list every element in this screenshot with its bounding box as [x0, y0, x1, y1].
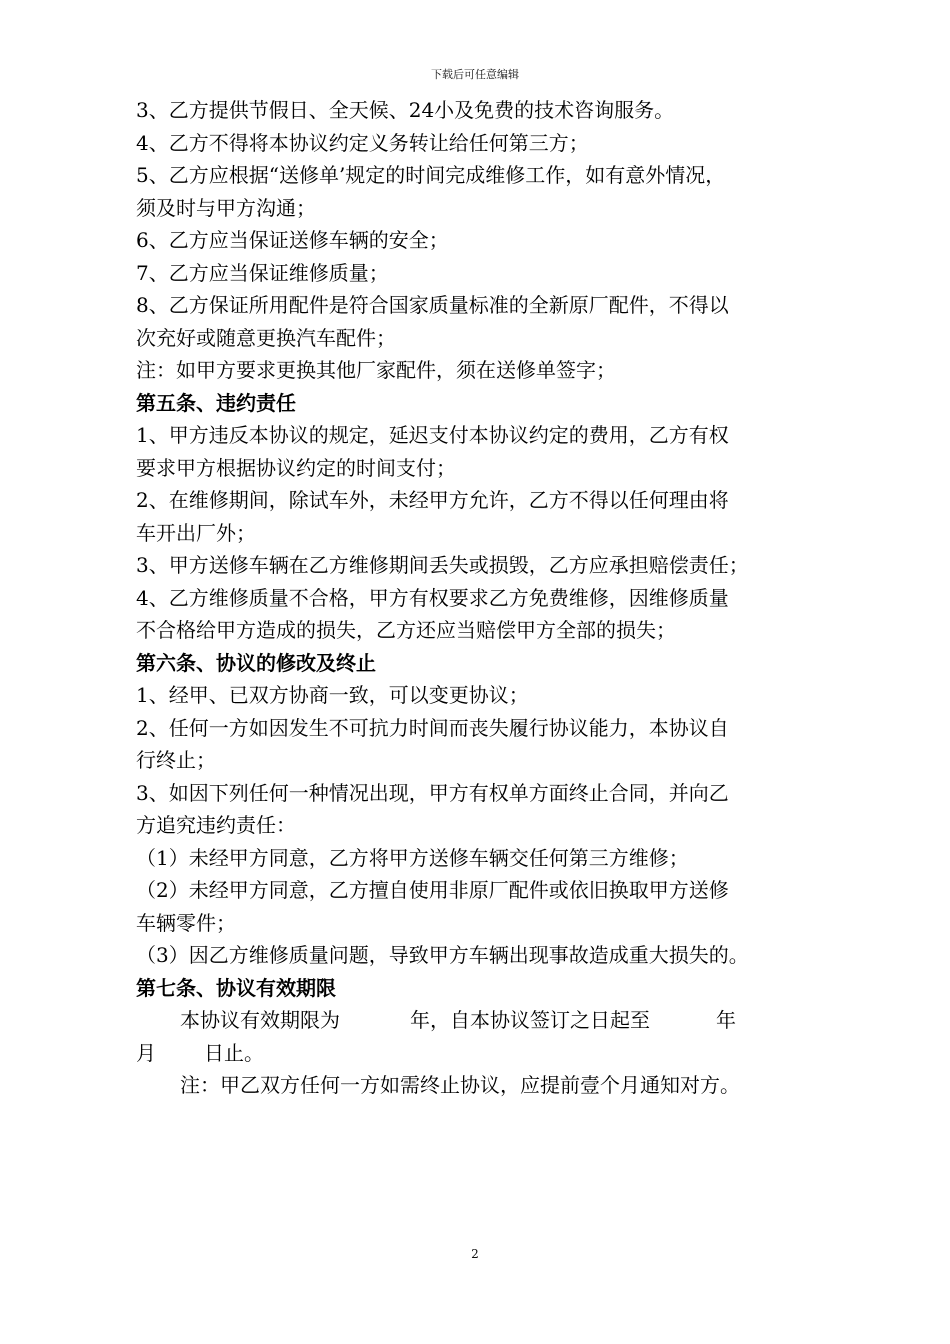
note-line: 注：甲乙双方任何一方如需终止协议，应提前壹个月通知对方。 — [180, 1073, 740, 1097]
paragraph-line: 须及时与甲方沟通； — [136, 195, 316, 220]
paragraph-line: 8、乙方保证所用配件是符合国家质量标准的全新原厂配件，不得以 — [136, 293, 729, 317]
term-line — [136, 1004, 826, 1037]
paragraph-line: 4、乙方维修质量不合格，甲方有权要求乙方免费维修，因维修质量 — [136, 585, 729, 610]
paragraph-line: （3）因乙方维修质量问题，导致甲方车辆出现事故造成重大损失的。 — [136, 943, 749, 967]
term-text-month: 月 — [136, 1040, 156, 1065]
paragraph-line: 次充好或随意更换汽车配件； — [136, 325, 396, 350]
page-header: 下载后可任意编辑 — [431, 68, 519, 81]
document-body — [136, 94, 826, 1102]
term-text-3: 年 — [716, 1008, 736, 1032]
paragraph-line: 1、甲方违反本协议的规定，延迟支付本协议约定的费用，乙方有权 — [136, 423, 729, 447]
paragraph-line: 6、乙方应当保证送修车辆的安全； — [136, 228, 449, 252]
paragraph-line: 车辆零件； — [136, 910, 236, 935]
term-text-2: 年，自本协议签订之日起至 — [410, 1008, 650, 1032]
paragraph-line: 要求甲方根据协议约定的时间支付； — [136, 455, 456, 480]
section-heading: 第五条、违约责任 — [136, 390, 296, 415]
paragraph-line: （1）未经甲方同意，乙方将甲方送修车辆交任何第三方维修； — [136, 845, 689, 870]
paragraph-line: 2、任何一方如因发生不可抗力时间而丧失履行协议能力，本协议自 — [136, 715, 729, 740]
paragraph-line: 行终止； — [136, 748, 216, 772]
paragraph-line: （2）未经甲方同意，乙方擅自使用非原厂配件或依旧换取甲方送修 — [136, 878, 729, 902]
paragraph-lines — [136, 94, 826, 1004]
paragraph-line: 3、甲方送修车辆在乙方维修期间丢失或损毁，乙方应承担赔偿责任； — [136, 553, 749, 577]
paragraph-line: 3、如因下列任何一种情况出现，甲方有权单方面终止合同，并向乙 — [136, 780, 729, 805]
page-number: 2 — [471, 1247, 479, 1261]
paragraph-line: 5、乙方应根据“送修单’规定的时间完成维修工作，如有意外情况， — [136, 163, 726, 187]
paragraph-line: 2、在维修期间，除试车外，未经甲方允许，乙方不得以任何理由将 — [136, 488, 729, 512]
paragraph-line: 不合格给甲方造成的损失，乙方还应当赔偿甲方全部的损失； — [136, 618, 676, 642]
paragraph-line: 方追究违约责任： — [136, 813, 296, 837]
paragraph-line: 车开出厂外； — [136, 520, 256, 545]
paragraph-line: 1、经甲、已双方协商一致，可以变更协议； — [136, 683, 529, 707]
section-heading: 第七条、协议有效期限 — [136, 975, 336, 1000]
term-text-1: 本协议有效期限为 — [180, 1008, 340, 1032]
paragraph-line: 7、乙方应当保证维修质量； — [136, 260, 389, 285]
term-line-2 — [136, 1037, 826, 1070]
term-text-day: 日止。 — [204, 1040, 264, 1065]
paragraph-line: 4、乙方不得将本协议约定义务转让给任何第三方； — [136, 130, 589, 155]
paragraph-line: 注：如甲方要求更换其他厂家配件，须在送修单签字； — [136, 358, 616, 382]
paragraph-line: 3、乙方提供节假日、全天候、24小及免费的技术咨询服务。 — [136, 98, 675, 122]
section-heading: 第六条、协议的修改及终止 — [136, 650, 376, 675]
